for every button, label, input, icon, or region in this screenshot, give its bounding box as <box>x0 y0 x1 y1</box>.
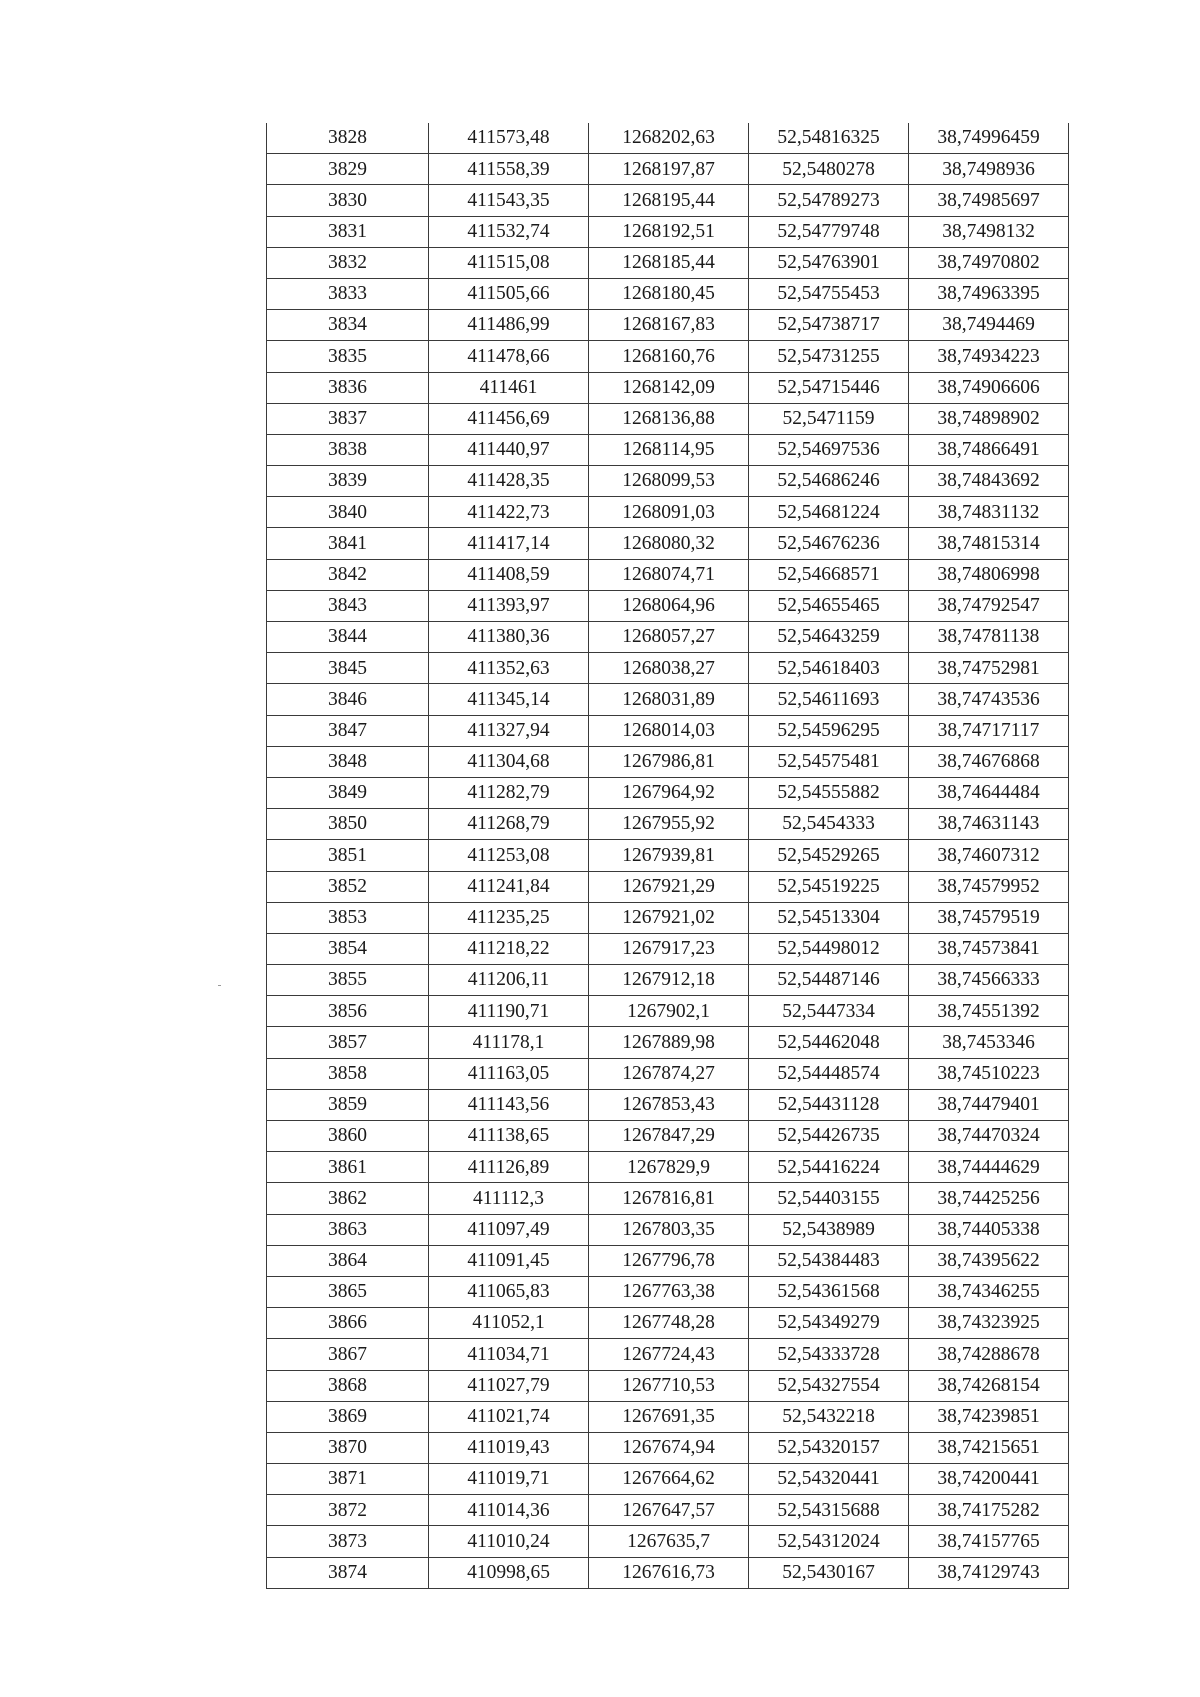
point-number-cell: 3856 <box>267 996 429 1027</box>
coord-x-cell: 411126,89 <box>429 1152 589 1183</box>
latitude-cell: 52,54715446 <box>749 372 909 403</box>
longitude-cell: 38,74743536 <box>909 684 1069 715</box>
table-row <box>267 809 1069 840</box>
latitude-cell: 52,54763901 <box>749 247 909 278</box>
table-row <box>267 746 1069 777</box>
coord-x-cell: 411456,69 <box>429 403 589 434</box>
longitude-cell: 38,74551392 <box>909 996 1069 1027</box>
coord-x-cell: 411422,73 <box>429 497 589 528</box>
point-number-cell: 3835 <box>267 341 429 372</box>
longitude-cell: 38,74898902 <box>909 403 1069 434</box>
longitude-cell: 38,74676868 <box>909 746 1069 777</box>
point-number-cell: 3865 <box>267 1276 429 1307</box>
point-number-cell: 3841 <box>267 528 429 559</box>
point-number-cell: 3859 <box>267 1089 429 1120</box>
table-row <box>267 902 1069 933</box>
table-row <box>267 933 1069 964</box>
coord-y-cell: 1267853,43 <box>589 1089 749 1120</box>
coord-x-cell: 411027,79 <box>429 1370 589 1401</box>
longitude-cell: 38,74323925 <box>909 1308 1069 1339</box>
longitude-cell: 38,74906606 <box>909 372 1069 403</box>
latitude-cell: 52,54816325 <box>749 123 909 154</box>
point-number-cell: 3854 <box>267 933 429 964</box>
point-number-cell: 3839 <box>267 466 429 497</box>
table-row <box>267 1432 1069 1463</box>
coord-y-cell: 1268057,27 <box>589 622 749 653</box>
table-row <box>267 777 1069 808</box>
latitude-cell: 52,54779748 <box>749 216 909 247</box>
longitude-cell: 38,74200441 <box>909 1464 1069 1495</box>
table-row <box>267 466 1069 497</box>
latitude-cell: 52,5480278 <box>749 154 909 185</box>
point-number-cell: 3832 <box>267 247 429 278</box>
point-number-cell: 3874 <box>267 1557 429 1588</box>
point-number-cell: 3838 <box>267 434 429 465</box>
latitude-cell: 52,5438989 <box>749 1214 909 1245</box>
latitude-cell: 52,54462048 <box>749 1027 909 1058</box>
coord-y-cell: 1267902,1 <box>589 996 749 1027</box>
coord-x-cell: 411440,97 <box>429 434 589 465</box>
longitude-cell: 38,74985697 <box>909 185 1069 216</box>
latitude-cell: 52,54668571 <box>749 559 909 590</box>
coord-y-cell: 1267803,35 <box>589 1214 749 1245</box>
scan-speck <box>218 985 221 986</box>
coord-x-cell: 411235,25 <box>429 902 589 933</box>
table-row <box>267 1526 1069 1557</box>
point-number-cell: 3872 <box>267 1495 429 1526</box>
table-row <box>267 278 1069 309</box>
longitude-cell: 38,74175282 <box>909 1495 1069 1526</box>
table-row <box>267 1027 1069 1058</box>
coord-x-cell: 411393,97 <box>429 590 589 621</box>
point-number-cell: 3855 <box>267 965 429 996</box>
table-row <box>267 1276 1069 1307</box>
table-row <box>267 996 1069 1027</box>
coordinates-table-body <box>267 123 1069 1588</box>
table-row <box>267 310 1069 341</box>
table-row <box>267 840 1069 871</box>
point-number-cell: 3863 <box>267 1214 429 1245</box>
coord-x-cell: 411218,22 <box>429 933 589 964</box>
coord-x-cell: 411241,84 <box>429 871 589 902</box>
longitude-cell: 38,74607312 <box>909 840 1069 871</box>
table-row <box>267 715 1069 746</box>
longitude-cell: 38,74579519 <box>909 902 1069 933</box>
point-number-cell: 3869 <box>267 1401 429 1432</box>
coord-y-cell: 1267939,81 <box>589 840 749 871</box>
coord-y-cell: 1267816,81 <box>589 1183 749 1214</box>
point-number-cell: 3852 <box>267 871 429 902</box>
table-row <box>267 965 1069 996</box>
table-row <box>267 528 1069 559</box>
point-number-cell: 3862 <box>267 1183 429 1214</box>
table-row <box>267 622 1069 653</box>
coord-x-cell: 411543,35 <box>429 185 589 216</box>
coord-y-cell: 1268202,63 <box>589 123 749 154</box>
coord-x-cell: 411019,71 <box>429 1464 589 1495</box>
point-number-cell: 3829 <box>267 154 429 185</box>
coord-y-cell: 1267724,43 <box>589 1339 749 1370</box>
point-number-cell: 3836 <box>267 372 429 403</box>
latitude-cell: 52,54320441 <box>749 1464 909 1495</box>
coord-x-cell: 411021,74 <box>429 1401 589 1432</box>
coord-y-cell: 1268197,87 <box>589 154 749 185</box>
latitude-cell: 52,54618403 <box>749 653 909 684</box>
coord-x-cell: 411558,39 <box>429 154 589 185</box>
coord-y-cell: 1268114,95 <box>589 434 749 465</box>
latitude-cell: 52,54361568 <box>749 1276 909 1307</box>
longitude-cell: 38,74444629 <box>909 1152 1069 1183</box>
table-row <box>267 1214 1069 1245</box>
latitude-cell: 52,5432218 <box>749 1401 909 1432</box>
longitude-cell: 38,74996459 <box>909 123 1069 154</box>
coord-y-cell: 1268038,27 <box>589 653 749 684</box>
table-row <box>267 1401 1069 1432</box>
point-number-cell: 3830 <box>267 185 429 216</box>
coord-x-cell: 411352,63 <box>429 653 589 684</box>
coord-y-cell: 1268192,51 <box>589 216 749 247</box>
latitude-cell: 52,5471159 <box>749 403 909 434</box>
point-number-cell: 3844 <box>267 622 429 653</box>
coord-x-cell: 411327,94 <box>429 715 589 746</box>
coord-y-cell: 1268185,44 <box>589 247 749 278</box>
longitude-cell: 38,74752981 <box>909 653 1069 684</box>
point-number-cell: 3857 <box>267 1027 429 1058</box>
coord-x-cell: 411010,24 <box>429 1526 589 1557</box>
latitude-cell: 52,54384483 <box>749 1245 909 1276</box>
latitude-cell: 52,54611693 <box>749 684 909 715</box>
latitude-cell: 52,54327554 <box>749 1370 909 1401</box>
longitude-cell: 38,74215651 <box>909 1432 1069 1463</box>
point-number-cell: 3840 <box>267 497 429 528</box>
latitude-cell: 52,54519225 <box>749 871 909 902</box>
longitude-cell: 38,74470324 <box>909 1121 1069 1152</box>
latitude-cell: 52,54755453 <box>749 278 909 309</box>
longitude-cell: 38,74573841 <box>909 933 1069 964</box>
coord-y-cell: 1267921,02 <box>589 902 749 933</box>
longitude-cell: 38,74644484 <box>909 777 1069 808</box>
point-number-cell: 3848 <box>267 746 429 777</box>
point-number-cell: 3853 <box>267 902 429 933</box>
latitude-cell: 52,54416224 <box>749 1152 909 1183</box>
coord-y-cell: 1268142,09 <box>589 372 749 403</box>
coord-x-cell: 411417,14 <box>429 528 589 559</box>
coord-x-cell: 411091,45 <box>429 1245 589 1276</box>
longitude-cell: 38,74239851 <box>909 1401 1069 1432</box>
coord-x-cell: 411304,68 <box>429 746 589 777</box>
point-number-cell: 3837 <box>267 403 429 434</box>
point-number-cell: 3849 <box>267 777 429 808</box>
latitude-cell: 52,54431128 <box>749 1089 909 1120</box>
longitude-cell: 38,74815314 <box>909 528 1069 559</box>
point-number-cell: 3846 <box>267 684 429 715</box>
longitude-cell: 38,74157765 <box>909 1526 1069 1557</box>
point-number-cell: 3847 <box>267 715 429 746</box>
coord-y-cell: 1267921,29 <box>589 871 749 902</box>
coord-x-cell: 411408,59 <box>429 559 589 590</box>
coord-x-cell: 411206,11 <box>429 965 589 996</box>
coord-x-cell: 411268,79 <box>429 809 589 840</box>
coord-y-cell: 1268091,03 <box>589 497 749 528</box>
table-row <box>267 1058 1069 1089</box>
point-number-cell: 3873 <box>267 1526 429 1557</box>
coord-y-cell: 1267889,98 <box>589 1027 749 1058</box>
latitude-cell: 52,54555882 <box>749 777 909 808</box>
coord-x-cell: 411380,36 <box>429 622 589 653</box>
table-row <box>267 1183 1069 1214</box>
coord-x-cell: 411532,74 <box>429 216 589 247</box>
latitude-cell: 52,54513304 <box>749 902 909 933</box>
longitude-cell: 38,74934223 <box>909 341 1069 372</box>
point-number-cell: 3851 <box>267 840 429 871</box>
point-number-cell: 3831 <box>267 216 429 247</box>
table-row <box>267 1339 1069 1370</box>
longitude-cell: 38,74781138 <box>909 622 1069 653</box>
longitude-cell: 38,74843692 <box>909 466 1069 497</box>
coord-y-cell: 1267964,92 <box>589 777 749 808</box>
table-row <box>267 123 1069 154</box>
coord-x-cell: 411253,08 <box>429 840 589 871</box>
longitude-cell: 38,74510223 <box>909 1058 1069 1089</box>
coord-y-cell: 1267874,27 <box>589 1058 749 1089</box>
longitude-cell: 38,74970802 <box>909 247 1069 278</box>
latitude-cell: 52,54349279 <box>749 1308 909 1339</box>
table-row <box>267 1152 1069 1183</box>
table-row <box>267 1370 1069 1401</box>
table-row <box>267 1245 1069 1276</box>
coord-y-cell: 1267616,73 <box>589 1557 749 1588</box>
latitude-cell: 52,5447334 <box>749 996 909 1027</box>
table-row <box>267 216 1069 247</box>
longitude-cell: 38,74405338 <box>909 1214 1069 1245</box>
longitude-cell: 38,74717117 <box>909 715 1069 746</box>
coord-y-cell: 1267955,92 <box>589 809 749 840</box>
table-row <box>267 247 1069 278</box>
latitude-cell: 52,54686246 <box>749 466 909 497</box>
latitude-cell: 52,54498012 <box>749 933 909 964</box>
table-row <box>267 434 1069 465</box>
coord-x-cell: 411178,1 <box>429 1027 589 1058</box>
table-row <box>267 154 1069 185</box>
longitude-cell: 38,7494469 <box>909 310 1069 341</box>
table-row <box>267 403 1069 434</box>
point-number-cell: 3850 <box>267 809 429 840</box>
table-row <box>267 684 1069 715</box>
table-row <box>267 341 1069 372</box>
coord-x-cell: 411573,48 <box>429 123 589 154</box>
coord-x-cell: 411461 <box>429 372 589 403</box>
table-row <box>267 1495 1069 1526</box>
table-row <box>267 590 1069 621</box>
latitude-cell: 52,54403155 <box>749 1183 909 1214</box>
table-row <box>267 497 1069 528</box>
longitude-cell: 38,74866491 <box>909 434 1069 465</box>
longitude-cell: 38,74395622 <box>909 1245 1069 1276</box>
latitude-cell: 52,54448574 <box>749 1058 909 1089</box>
coord-y-cell: 1268074,71 <box>589 559 749 590</box>
latitude-cell: 52,54575481 <box>749 746 909 777</box>
table-row <box>267 871 1069 902</box>
longitude-cell: 38,74631143 <box>909 809 1069 840</box>
coord-x-cell: 411345,14 <box>429 684 589 715</box>
latitude-cell: 52,54789273 <box>749 185 909 216</box>
point-number-cell: 3842 <box>267 559 429 590</box>
point-number-cell: 3833 <box>267 278 429 309</box>
latitude-cell: 52,54738717 <box>749 310 909 341</box>
coord-x-cell: 411515,08 <box>429 247 589 278</box>
coord-y-cell: 1267647,57 <box>589 1495 749 1526</box>
coord-y-cell: 1267829,9 <box>589 1152 749 1183</box>
longitude-cell: 38,7453346 <box>909 1027 1069 1058</box>
longitude-cell: 38,74963395 <box>909 278 1069 309</box>
coord-y-cell: 1267674,94 <box>589 1432 749 1463</box>
longitude-cell: 38,74806998 <box>909 559 1069 590</box>
coord-x-cell: 411282,79 <box>429 777 589 808</box>
point-number-cell: 3864 <box>267 1245 429 1276</box>
coord-y-cell: 1267986,81 <box>589 746 749 777</box>
point-number-cell: 3871 <box>267 1464 429 1495</box>
longitude-cell: 38,74479401 <box>909 1089 1069 1120</box>
coord-y-cell: 1267912,18 <box>589 965 749 996</box>
coord-x-cell: 411163,05 <box>429 1058 589 1089</box>
coord-x-cell: 411034,71 <box>429 1339 589 1370</box>
point-number-cell: 3860 <box>267 1121 429 1152</box>
coord-x-cell: 411478,66 <box>429 341 589 372</box>
coord-x-cell: 411112,3 <box>429 1183 589 1214</box>
latitude-cell: 52,54697536 <box>749 434 909 465</box>
table-row <box>267 372 1069 403</box>
coord-y-cell: 1267710,53 <box>589 1370 749 1401</box>
latitude-cell: 52,54596295 <box>749 715 909 746</box>
latitude-cell: 52,54529265 <box>749 840 909 871</box>
coordinates-table <box>266 123 1069 1589</box>
point-number-cell: 3867 <box>267 1339 429 1370</box>
latitude-cell: 52,54320157 <box>749 1432 909 1463</box>
coord-x-cell: 411014,36 <box>429 1495 589 1526</box>
latitude-cell: 52,5430167 <box>749 1557 909 1588</box>
coord-y-cell: 1268014,03 <box>589 715 749 746</box>
longitude-cell: 38,74288678 <box>909 1339 1069 1370</box>
longitude-cell: 38,74792547 <box>909 590 1069 621</box>
point-number-cell: 3861 <box>267 1152 429 1183</box>
coord-x-cell: 411190,71 <box>429 996 589 1027</box>
table-row <box>267 1464 1069 1495</box>
longitude-cell: 38,74579952 <box>909 871 1069 902</box>
longitude-cell: 38,74425256 <box>909 1183 1069 1214</box>
table-row <box>267 653 1069 684</box>
coord-y-cell: 1268136,88 <box>589 403 749 434</box>
longitude-cell: 38,74346255 <box>909 1276 1069 1307</box>
coord-y-cell: 1267748,28 <box>589 1308 749 1339</box>
point-number-cell: 3858 <box>267 1058 429 1089</box>
coord-x-cell: 411065,83 <box>429 1276 589 1307</box>
longitude-cell: 38,7498132 <box>909 216 1069 247</box>
table-row <box>267 559 1069 590</box>
coord-y-cell: 1267635,7 <box>589 1526 749 1557</box>
coord-x-cell: 411138,65 <box>429 1121 589 1152</box>
coord-x-cell: 411019,43 <box>429 1432 589 1463</box>
coord-y-cell: 1268099,53 <box>589 466 749 497</box>
table-row <box>267 1089 1069 1120</box>
latitude-cell: 52,54676236 <box>749 528 909 559</box>
latitude-cell: 52,54315688 <box>749 1495 909 1526</box>
latitude-cell: 52,54487146 <box>749 965 909 996</box>
coord-y-cell: 1268167,83 <box>589 310 749 341</box>
table-row <box>267 185 1069 216</box>
coord-x-cell: 411505,66 <box>429 278 589 309</box>
point-number-cell: 3868 <box>267 1370 429 1401</box>
coord-y-cell: 1267691,35 <box>589 1401 749 1432</box>
latitude-cell: 52,54426735 <box>749 1121 909 1152</box>
coord-y-cell: 1268064,96 <box>589 590 749 621</box>
coord-y-cell: 1268080,32 <box>589 528 749 559</box>
point-number-cell: 3828 <box>267 123 429 154</box>
point-number-cell: 3870 <box>267 1432 429 1463</box>
coord-x-cell: 411428,35 <box>429 466 589 497</box>
coord-x-cell: 410998,65 <box>429 1557 589 1588</box>
coord-y-cell: 1267664,62 <box>589 1464 749 1495</box>
latitude-cell: 52,54643259 <box>749 622 909 653</box>
point-number-cell: 3866 <box>267 1308 429 1339</box>
coord-x-cell: 411486,99 <box>429 310 589 341</box>
longitude-cell: 38,7498936 <box>909 154 1069 185</box>
latitude-cell: 52,54731255 <box>749 341 909 372</box>
coord-x-cell: 411052,1 <box>429 1308 589 1339</box>
coord-y-cell: 1267917,23 <box>589 933 749 964</box>
coord-y-cell: 1267847,29 <box>589 1121 749 1152</box>
longitude-cell: 38,74268154 <box>909 1370 1069 1401</box>
latitude-cell: 52,54681224 <box>749 497 909 528</box>
table-row <box>267 1308 1069 1339</box>
coord-y-cell: 1268180,45 <box>589 278 749 309</box>
table-row <box>267 1557 1069 1588</box>
coord-y-cell: 1268195,44 <box>589 185 749 216</box>
longitude-cell: 38,74566333 <box>909 965 1069 996</box>
coord-y-cell: 1268031,89 <box>589 684 749 715</box>
latitude-cell: 52,54333728 <box>749 1339 909 1370</box>
coord-y-cell: 1267796,78 <box>589 1245 749 1276</box>
point-number-cell: 3834 <box>267 310 429 341</box>
coord-y-cell: 1267763,38 <box>589 1276 749 1307</box>
latitude-cell: 52,54312024 <box>749 1526 909 1557</box>
latitude-cell: 52,54655465 <box>749 590 909 621</box>
coord-x-cell: 411097,49 <box>429 1214 589 1245</box>
latitude-cell: 52,5454333 <box>749 809 909 840</box>
longitude-cell: 38,74831132 <box>909 497 1069 528</box>
coord-y-cell: 1268160,76 <box>589 341 749 372</box>
table-row <box>267 1121 1069 1152</box>
point-number-cell: 3843 <box>267 590 429 621</box>
point-number-cell: 3845 <box>267 653 429 684</box>
coord-x-cell: 411143,56 <box>429 1089 589 1120</box>
longitude-cell: 38,74129743 <box>909 1557 1069 1588</box>
